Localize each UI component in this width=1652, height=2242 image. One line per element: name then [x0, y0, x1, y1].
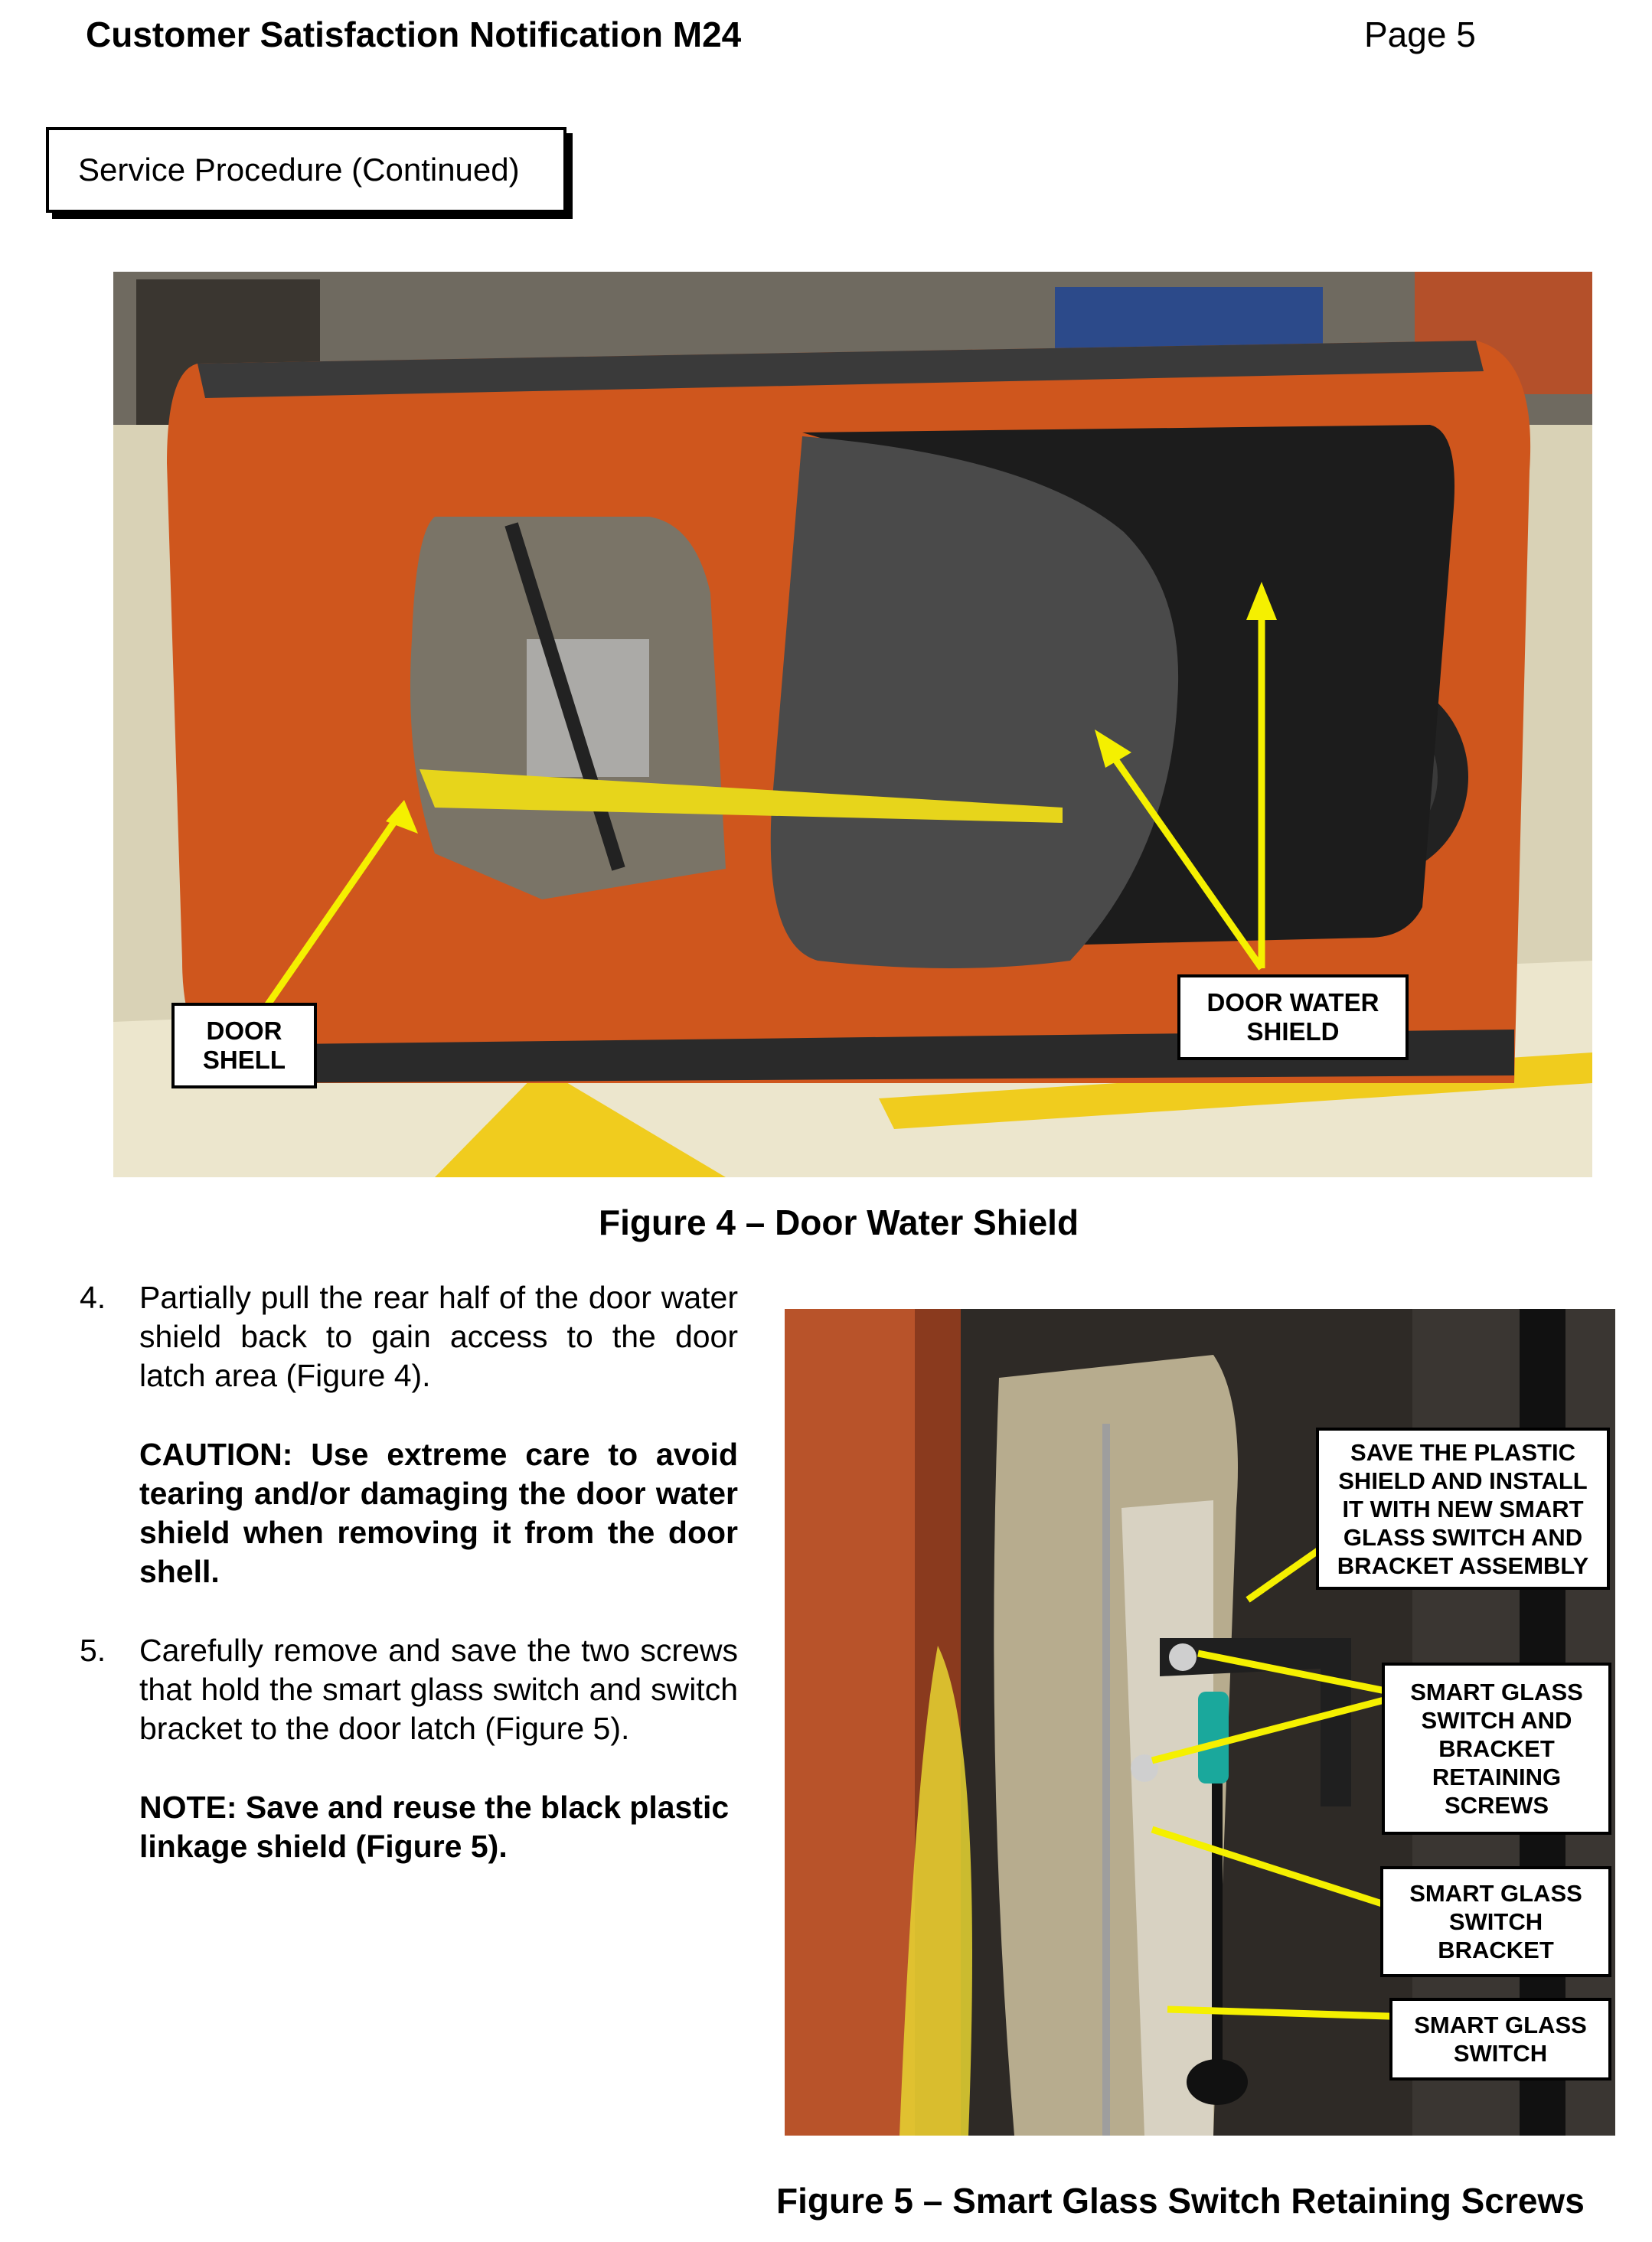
callout-switch [1389, 1998, 1611, 2080]
callout-line: SAVE THE PLASTIC [1350, 1438, 1575, 1466]
callout-door-shell [171, 1003, 317, 1088]
callout-line: SCREWS [1444, 1792, 1549, 1819]
figure-4-caption: Figure 4 – Door Water Shield [599, 1203, 1079, 1242]
callout-line: SWITCH [1453, 2040, 1548, 2067]
callout-line: BRACKET ASSEMBLY [1337, 1552, 1589, 1579]
callout-line: DOOR WATER [1206, 988, 1379, 1017]
step-text: Carefully remove and save the two screws that hold the smart glass switch and switch bracket to the door latch (Figure 5). [139, 1633, 738, 1746]
callout-line: SMART GLASS [1409, 1880, 1582, 1907]
figure-5-caption: Figure 5 – Smart Glass Switch Retaining Screws [776, 2181, 1585, 2221]
callout-line: BRACKET [1438, 1735, 1555, 1762]
callout-line: SWITCH [1448, 1908, 1543, 1935]
callout-plastic-shield [1316, 1428, 1610, 1590]
document-title: Customer Satisfaction Notification M24 [86, 15, 742, 54]
callout-door-water-shield [1177, 974, 1409, 1060]
callout-line: BRACKET [1438, 1937, 1554, 1963]
callout-line: SWITCH AND [1421, 1707, 1572, 1734]
figure-4-photo [113, 272, 1592, 1177]
procedure-steps [80, 1278, 738, 1866]
callout-line: SMART GLASS [1410, 1679, 1583, 1705]
page-number: Page 5 [1364, 15, 1476, 54]
callout-line: RETAINING [1432, 1764, 1562, 1790]
callout-line: GLASS SWITCH AND [1343, 1523, 1583, 1551]
step-5 [80, 1631, 738, 1866]
save-note: NOTE: Save and reuse the black plastic linkage shield (Figure 5). [139, 1790, 730, 1864]
callout-line: IT WITH NEW SMART [1342, 1495, 1584, 1522]
step-number: 5. [80, 1633, 106, 1668]
callout-retaining-screws [1382, 1663, 1611, 1835]
callout-line: SMART GLASS [1414, 2012, 1587, 2038]
step-4 [80, 1278, 738, 1591]
callout-switch-bracket [1380, 1866, 1611, 1977]
figure-5-photo [785, 1309, 1615, 2136]
callout-line: SHIELD AND INSTALL [1338, 1467, 1588, 1494]
section-label-box [46, 127, 566, 213]
caution-note: CAUTION: Use extreme care to avoid tearing and/or damaging the door water shield when removing it from the door shell. [139, 1437, 738, 1589]
callout-line: SHELL [202, 1046, 286, 1074]
section-label: Service Procedure (Continued) [78, 152, 520, 188]
step-text: Partially pull the rear half of the door water shield back to gain access to the door latch area (Figure 4). [139, 1280, 738, 1393]
callout-line: SHIELD [1246, 1017, 1340, 1046]
step-number: 4. [80, 1280, 106, 1315]
callout-line: DOOR [206, 1017, 282, 1045]
